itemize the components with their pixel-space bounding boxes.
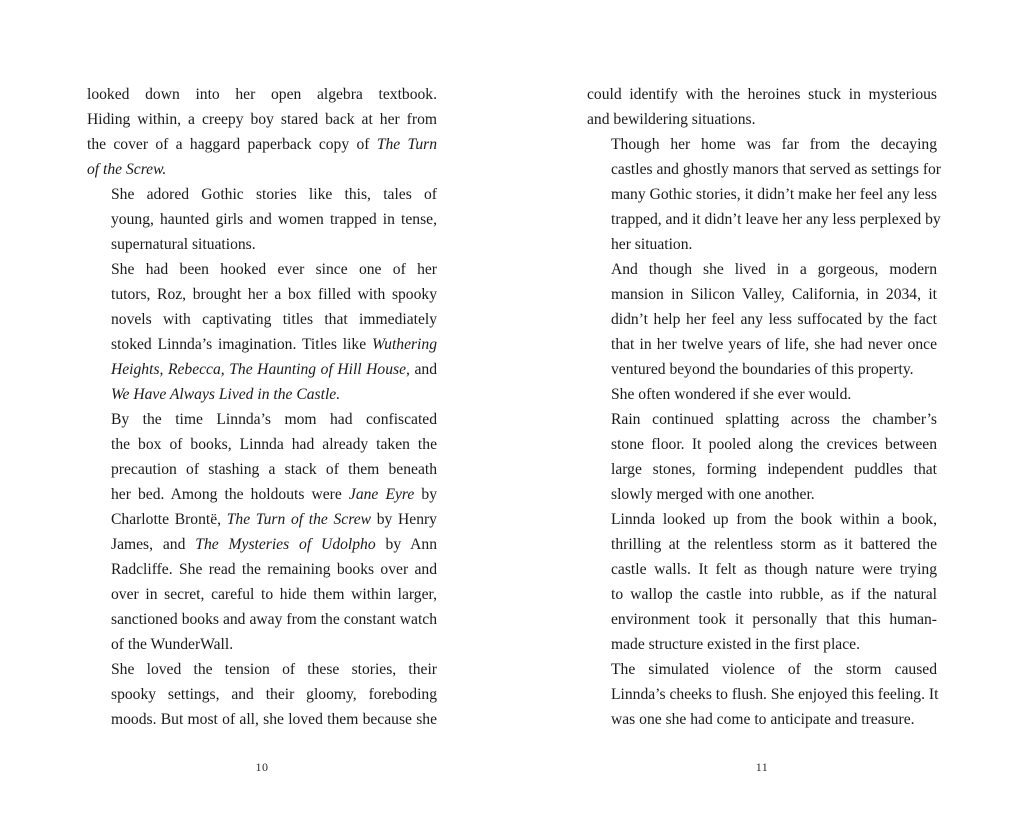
text-line: [587, 307, 937, 332]
text-run: spooky settings, and their gloomy, foreboding: [111, 686, 437, 703]
text-line: [587, 357, 937, 382]
text-line: [87, 557, 437, 582]
text-run: of the WunderWall.: [111, 636, 234, 653]
text-run: By the time Linnda’s mom had confiscated: [111, 411, 437, 428]
text-line: [587, 507, 937, 532]
italic-title: The Turn of the Screw: [226, 511, 372, 528]
text-line: [587, 182, 937, 207]
text-run: and bewildering situations.: [587, 111, 756, 128]
text-run: She loved the tension of these stories, their: [111, 661, 437, 678]
text-run: Linnda’s cheeks to flush. She enjoyed this feeling. It: [611, 686, 939, 703]
text-run: precaution of stashing a stack of them beneath: [111, 461, 437, 478]
italic-title: of the Screw.: [87, 161, 167, 178]
text-line: [87, 382, 437, 407]
italic-title: The Turn: [376, 136, 438, 153]
text-line: [587, 207, 941, 232]
italic-title: We Have Always Lived in the Castle.: [111, 386, 341, 403]
text-line: [87, 307, 437, 332]
text-run: She adored Gothic stories like this, tales of: [111, 186, 437, 203]
text-run: stoked Linnda’s imagination. Titles like: [111, 336, 373, 353]
text-run: was one she had come to anticipate and treasure.: [611, 711, 915, 728]
text-line: [87, 582, 437, 607]
text-line: [87, 282, 437, 307]
text-line: [87, 607, 437, 632]
text-line: [87, 532, 437, 557]
italic-title: Heights, Rebecca, The Haunting of Hill House,: [111, 361, 410, 378]
text-line: [587, 407, 937, 432]
text-line: [87, 407, 437, 432]
text-run: her situation.: [611, 236, 693, 253]
text-run: that in her twelve years of life, she had never once: [611, 336, 937, 353]
text-run: didn’t help her feel any less suffocated by the fact: [611, 311, 937, 328]
paragraph: [87, 657, 437, 732]
left-page-number: 10: [255, 760, 269, 774]
text-run: Hiding within, a creepy boy stared back at her from: [87, 111, 437, 128]
text-line: [587, 482, 937, 507]
text-line: [87, 707, 437, 732]
paragraph: [587, 382, 937, 407]
paragraph: [587, 82, 937, 132]
right-page-number: 11: [755, 760, 769, 774]
text-run: Radcliffe. She read the remaining books over and: [111, 561, 437, 578]
text-line: [87, 207, 437, 232]
text-line: [587, 657, 937, 682]
text-line: [587, 457, 937, 482]
text-line: [87, 432, 437, 457]
text-line: [587, 332, 937, 357]
text-run: to wallop the castle into rubble, as if the natural: [611, 586, 937, 603]
text-run: ventured beyond the boundaries of this property.: [611, 361, 914, 378]
paragraph: [87, 82, 437, 182]
text-run: made structure existed in the first place.: [611, 636, 860, 653]
text-line: [587, 282, 937, 307]
text-run: supernatural situations.: [111, 236, 256, 253]
text-run: mansion in Silicon Valley, California, in 2034, it: [611, 286, 937, 303]
text-run: the box of books, Linnda had already taken the: [111, 436, 437, 453]
text-line: [87, 182, 437, 207]
text-run: over in secret, careful to hide them within larger,: [111, 586, 437, 603]
text-run: Linnda looked up from the book within a book,: [611, 511, 937, 528]
text-line: [587, 157, 941, 182]
paragraph: [87, 182, 437, 257]
text-run: And though she lived in a gorgeous, modern: [611, 261, 937, 278]
text-line: [587, 607, 937, 632]
text-run: looked down into her open algebra textbook.: [87, 86, 437, 103]
text-run: She had been hooked ever since one of her: [111, 261, 437, 278]
text-line: [587, 382, 937, 407]
text-line: [87, 132, 437, 157]
text-run: Rain continued splatting across the chamber’s: [611, 411, 937, 428]
text-line: [587, 132, 937, 157]
text-line: [587, 557, 937, 582]
text-line: [87, 232, 437, 257]
text-line: [87, 157, 437, 182]
paragraph: [587, 257, 937, 382]
text-line: [87, 682, 437, 707]
text-line: [587, 532, 937, 557]
left-page-text: [87, 82, 437, 732]
text-line: [87, 332, 437, 357]
text-run: castle walls. It felt as though nature were trying: [611, 561, 937, 578]
text-line: [587, 432, 937, 457]
text-line: [587, 632, 937, 657]
text-line: [587, 232, 937, 257]
text-run: tutors, Roz, brought her a box filled with spooky: [111, 286, 437, 303]
italic-title: The Mysteries of Udolpho: [195, 536, 376, 553]
text-run: novels with captivating titles that immediately: [111, 311, 437, 328]
text-line: [87, 82, 437, 107]
text-run: The simulated violence of the storm caused: [611, 661, 937, 678]
text-run: thrilling at the relentless storm as it battered the: [611, 536, 937, 553]
text-run: by Ann: [375, 536, 437, 553]
paragraph: [587, 507, 937, 657]
text-run: could identify with the heroines stuck in mysterious: [587, 86, 937, 103]
text-run: castles and ghostly manors that served as settings for: [611, 161, 941, 178]
text-run: sanctioned books and away from the constant watch: [111, 611, 437, 628]
text-run: her bed. Among the holdouts were: [111, 486, 349, 503]
paragraph: [587, 407, 937, 507]
text-line: [587, 257, 937, 282]
text-line: [587, 582, 937, 607]
text-line: [87, 257, 437, 282]
text-run: Though her home was far from the decaying: [611, 136, 937, 153]
text-line: [87, 457, 437, 482]
text-line: [87, 482, 437, 507]
paragraph: [87, 407, 437, 657]
text-run: many Gothic stories, it didn’t make her feel any less: [611, 186, 937, 203]
text-run: by Henry: [371, 511, 437, 528]
text-run: large stones, forming independent puddles that: [611, 461, 937, 478]
italic-title: Jane Eyre: [348, 486, 415, 503]
text-run: Charlotte Brontë,: [111, 511, 227, 528]
text-run: environment took it personally that this human-: [611, 611, 937, 628]
text-run: young, haunted girls and women trapped in tense,: [111, 211, 437, 228]
italic-title: Wuthering: [372, 336, 437, 353]
text-line: [587, 107, 937, 132]
text-run: James, and: [111, 536, 196, 553]
paragraph: [587, 132, 941, 257]
text-run: by: [414, 486, 438, 503]
text-run: She often wondered if she ever would.: [611, 386, 852, 403]
right-page-text: [587, 82, 941, 732]
text-run: and: [409, 361, 437, 378]
text-line: [587, 707, 937, 732]
paragraph: [587, 657, 937, 732]
paragraph: [87, 257, 437, 407]
text-line: [87, 107, 437, 132]
text-line: [87, 507, 437, 532]
text-line: [87, 357, 437, 382]
text-run: the cover of a haggard paperback copy of: [87, 136, 377, 153]
text-line: [587, 82, 937, 107]
text-run: stone floor. It pooled along the crevices between: [611, 436, 937, 453]
text-run: trapped, and it didn’t leave her any less perplexed by: [611, 211, 941, 228]
text-run: slowly merged with one another.: [611, 486, 815, 503]
text-line: [87, 632, 437, 657]
text-line: [87, 657, 437, 682]
text-line: [587, 682, 937, 707]
text-run: moods. But most of all, she loved them because she: [111, 711, 437, 728]
